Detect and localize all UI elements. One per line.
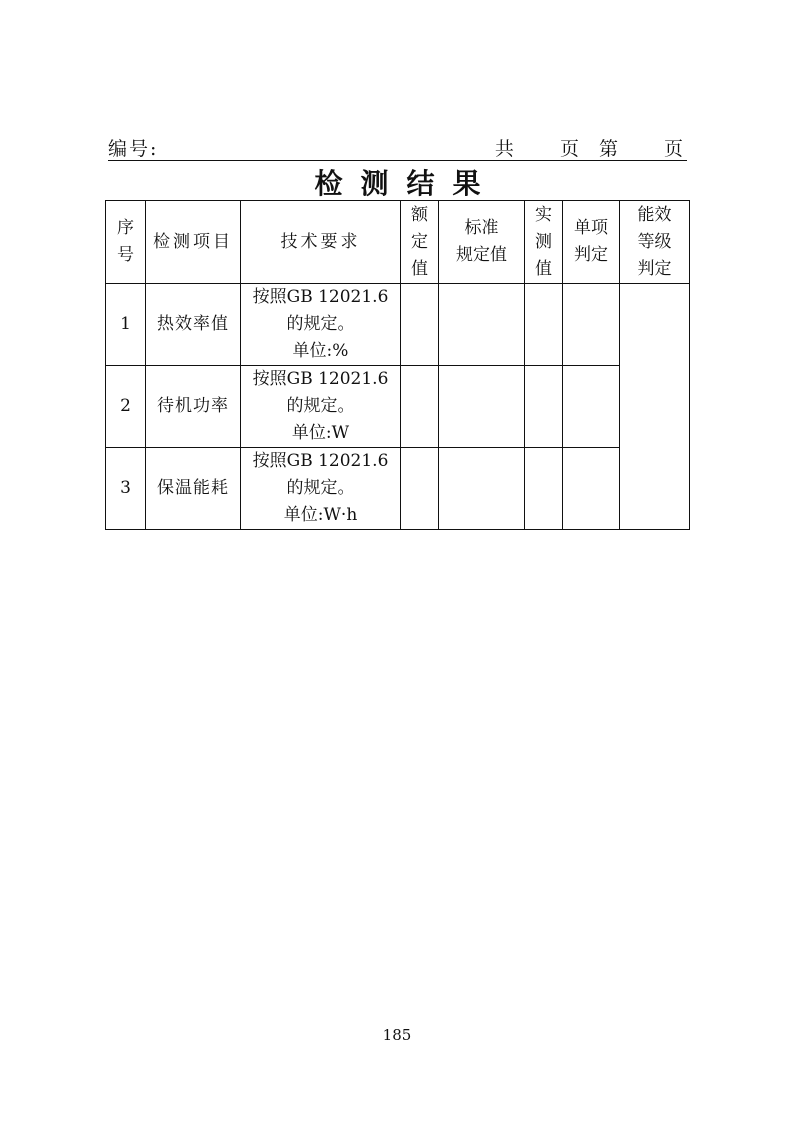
header-single-judgement: 单项判定	[563, 201, 620, 284]
requirement-line: 按照GB 12021.6	[252, 451, 389, 471]
page-count-info: 共 页第 页	[494, 138, 703, 160]
header-level-judgement: 能效等级判定	[620, 201, 690, 284]
level-judgement-cell	[620, 284, 690, 530]
header-seq: 序号	[106, 201, 146, 284]
header-requirement: 技术要求	[241, 201, 401, 284]
table-row	[106, 366, 690, 448]
document-header	[108, 134, 703, 161]
header-standard-line1: 标准	[464, 218, 499, 238]
requirement-line: 按照GB 12021.6	[252, 287, 389, 307]
header-standard-line2: 规定值	[456, 245, 507, 265]
document-title: 检测结果	[314, 167, 499, 200]
row-requirement	[241, 284, 401, 366]
row-item: 待机功率	[146, 366, 241, 448]
requirement-line: 的规定。	[286, 478, 355, 498]
table-body	[106, 284, 690, 530]
row-standard-value	[439, 366, 525, 448]
row-measured-value	[525, 366, 563, 448]
row-requirement	[241, 366, 401, 448]
row-standard-value	[439, 448, 525, 530]
row-rated-value	[401, 284, 439, 366]
row-seq: 2	[106, 366, 146, 448]
row-rated-value	[401, 448, 439, 530]
header-measured: 实测值	[525, 201, 563, 284]
row-single-judgement	[563, 448, 620, 530]
requirement-unit: 单位:W	[291, 423, 350, 443]
requirement-line: 按照GB 12021.6	[252, 369, 389, 389]
row-seq: 1	[106, 284, 146, 366]
header-rated: 额定值	[401, 201, 439, 284]
header-item: 检测项目	[146, 201, 241, 284]
table-header	[106, 201, 690, 284]
header-standard	[439, 201, 525, 284]
row-single-judgement	[563, 366, 620, 448]
row-measured-value	[525, 448, 563, 530]
table-row	[106, 448, 690, 530]
requirement-unit: 单位:W·h	[283, 505, 358, 525]
header-row	[106, 201, 690, 284]
row-seq: 3	[106, 448, 146, 530]
serial-number-label: 编号:	[108, 138, 159, 160]
row-item: 热效率值	[146, 284, 241, 366]
row-requirement	[241, 448, 401, 530]
row-rated-value	[401, 366, 439, 448]
row-item: 保温能耗	[146, 448, 241, 530]
row-measured-value	[525, 284, 563, 366]
requirement-unit: 单位:%	[292, 341, 349, 361]
row-standard-value	[439, 284, 525, 366]
table-row	[106, 284, 690, 366]
requirement-line: 的规定。	[286, 396, 355, 416]
page-number: 185	[382, 1026, 412, 1044]
row-single-judgement	[563, 284, 620, 366]
requirement-line: 的规定。	[286, 314, 355, 334]
results-table	[105, 200, 690, 530]
